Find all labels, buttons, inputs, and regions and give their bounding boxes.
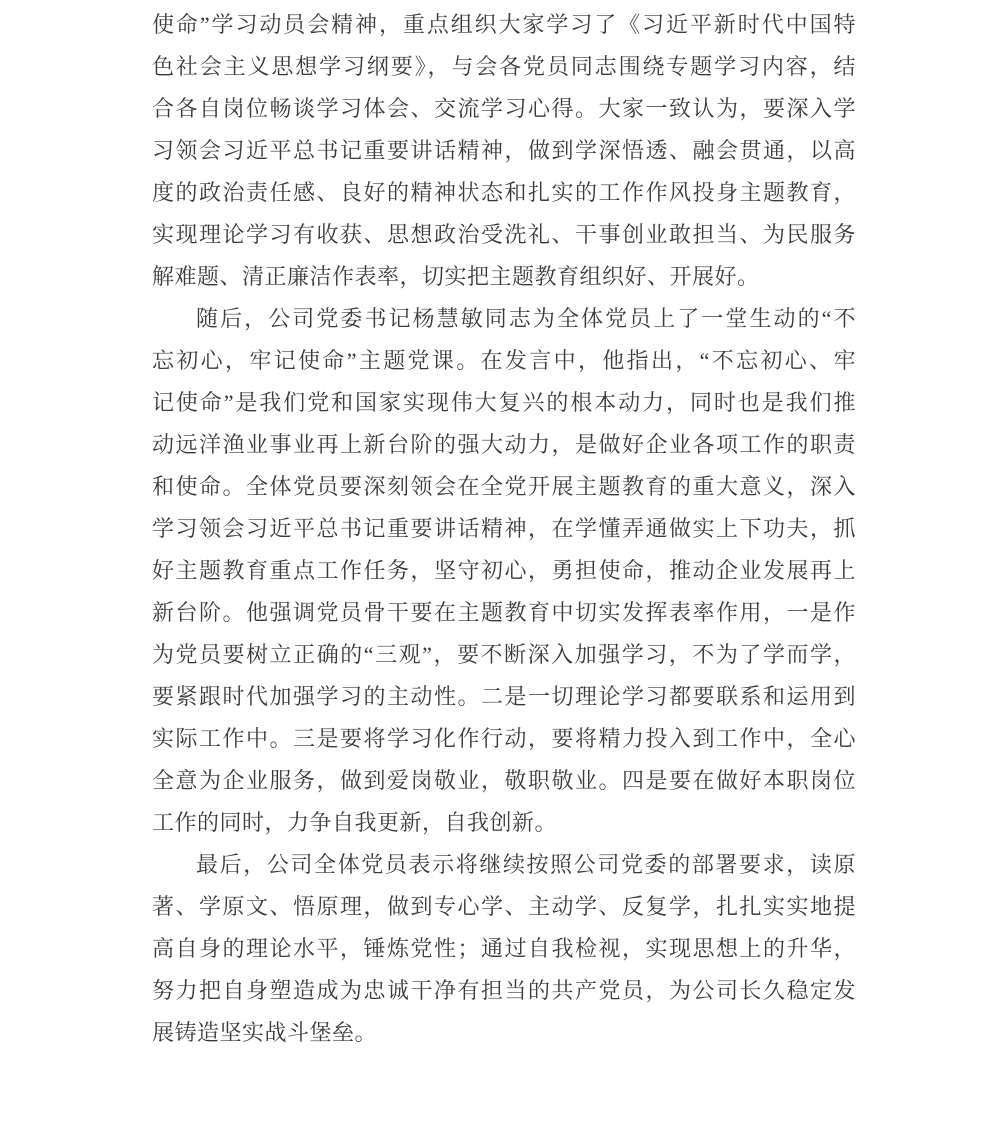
text-line: 实际工作中。三是要将学习化作行动，要将精力投入到工作中，全心 (152, 726, 856, 751)
paragraph (152, 298, 856, 844)
paragraph (152, 844, 856, 1054)
text-line: 要紧跟时代加强学习的主动性。二是一切理论学习都要联系和运用到 (152, 684, 856, 709)
text-line: 新台阶。他强调党员骨干要在主题教育中切实发挥表率作用，一是作 (152, 600, 856, 625)
text-line: 好主题教育重点工作任务，坚守初心，勇担使命，推动企业发展再上 (152, 558, 856, 583)
text-line: 著、学原文、悟原理，做到专心学、主动学、反复学，扎扎实实地提 (152, 894, 856, 919)
text-line: 学习领会习近平总书记重要讲话精神，在学懂弄通做实上下功夫，抓 (152, 516, 856, 541)
text-line: 努力把自身塑造成为忠诚干净有担当的共产党员，为公司长久稳定发 (152, 978, 856, 1003)
text-line: 为党员要树立正确的“三观”，要不断深入加强学习，不为了学而学， (152, 642, 856, 667)
text-line: 实现理论学习有收获、思想政治受洗礼、干事创业敢担当、为民服务 (152, 222, 856, 247)
text-line: 解难题、清正廉洁作表率，切实把主题教育组织好、开展好。 (152, 264, 760, 289)
text-line: 工作的同时，力争自我更新，自我创新。 (152, 810, 558, 835)
text-line: 全意为企业服务，做到爱岗敬业，敬职敬业。四是要在做好本职岗位 (152, 768, 856, 793)
text-line: 展铸造坚实战斗堡垒。 (152, 1020, 378, 1045)
paragraph (152, 4, 856, 298)
text-line: 度的政治责任感、良好的精神状态和扎实的工作作风投身主题教育， (152, 180, 856, 205)
text-line: 随后，公司党委书记杨慧敏同志为全体党员上了一堂生动的“不 (196, 306, 856, 331)
text-line: 最后，公司全体党员表示将继续按照公司党委的部署要求，读原 (196, 852, 856, 877)
text-line: 色社会主义思想学习纲要》，与会各党员同志围绕专题学习内容，结 (152, 54, 856, 79)
text-line: 记使命”是我们党和国家实现伟大复兴的根本动力，同时也是我们推 (152, 390, 856, 415)
text-line: 高自身的理论水平，锤炼党性；通过自我检视，实现思想上的升华， (152, 936, 856, 961)
text-line: 合各自岗位畅谈学习体会、交流学习心得。大家一致认为，要深入学 (152, 96, 856, 121)
document-body (152, 4, 856, 1054)
text-line: 习领会习近平总书记重要讲话精神，做到学深悟透、融会贯通，以高 (152, 138, 856, 163)
text-line: 忘初心，牢记使命”主题党课。在发言中，他指出，“不忘初心、牢 (152, 348, 856, 373)
text-line: 和使命。全体党员要深刻领会在全党开展主题教育的重大意义，深入 (152, 474, 856, 499)
text-line: 使命”学习动员会精神，重点组织大家学习了《习近平新时代中国特 (152, 12, 856, 37)
text-line: 动远洋渔业事业再上新台阶的强大动力，是做好企业各项工作的职责 (152, 432, 856, 457)
